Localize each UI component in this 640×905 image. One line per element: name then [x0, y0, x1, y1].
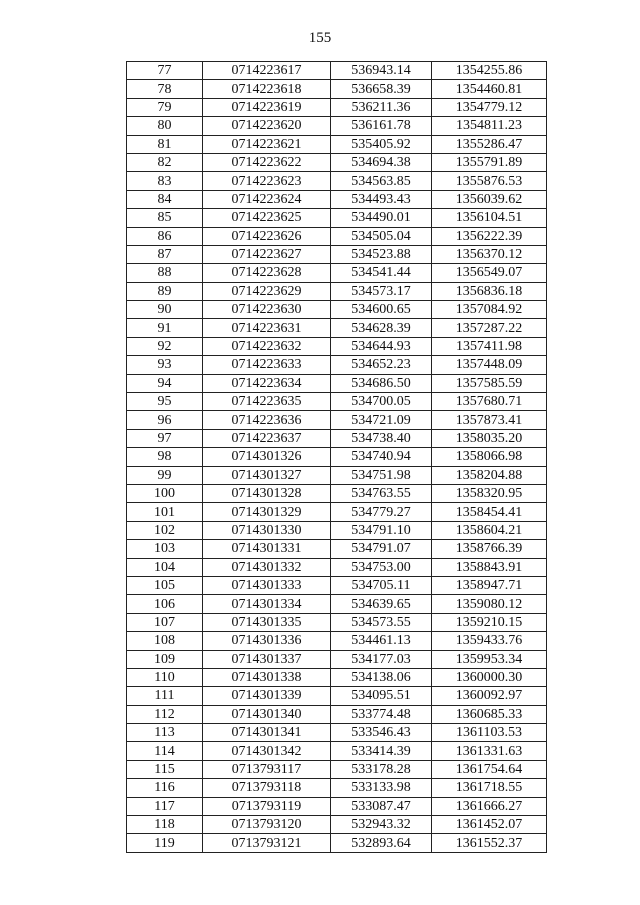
y-coordinate-cell: 1355286.47 — [432, 135, 547, 153]
row-index-cell: 83 — [127, 172, 203, 190]
table-row — [127, 264, 547, 282]
row-index-cell: 107 — [127, 613, 203, 631]
row-index-cell: 111 — [127, 687, 203, 705]
y-coordinate-cell: 1361452.07 — [432, 816, 547, 834]
y-coordinate-cell: 1361331.63 — [432, 742, 547, 760]
y-coordinate-cell: 1361718.55 — [432, 779, 547, 797]
x-coordinate-cell: 534738.40 — [331, 429, 432, 447]
row-index-cell: 96 — [127, 411, 203, 429]
y-coordinate-cell: 1356549.07 — [432, 264, 547, 282]
point-id-cell: 0714223627 — [203, 245, 331, 263]
x-coordinate-cell: 536161.78 — [331, 117, 432, 135]
point-id-cell: 0714301330 — [203, 521, 331, 539]
x-coordinate-cell: 534523.88 — [331, 245, 432, 263]
table-row — [127, 245, 547, 263]
point-id-cell: 0714301339 — [203, 687, 331, 705]
row-index-cell: 85 — [127, 209, 203, 227]
table-row — [127, 576, 547, 594]
x-coordinate-cell: 534639.65 — [331, 595, 432, 613]
y-coordinate-cell: 1357448.09 — [432, 356, 547, 374]
table-row — [127, 595, 547, 613]
y-coordinate-cell: 1360000.30 — [432, 668, 547, 686]
row-index-cell: 103 — [127, 540, 203, 558]
y-coordinate-cell: 1359210.15 — [432, 613, 547, 631]
table-row — [127, 153, 547, 171]
row-index-cell: 100 — [127, 484, 203, 502]
x-coordinate-cell: 534791.10 — [331, 521, 432, 539]
x-coordinate-cell: 533414.39 — [331, 742, 432, 760]
row-index-cell: 102 — [127, 521, 203, 539]
point-id-cell: 0714301331 — [203, 540, 331, 558]
row-index-cell: 92 — [127, 337, 203, 355]
row-index-cell: 97 — [127, 429, 203, 447]
table-row — [127, 117, 547, 135]
y-coordinate-cell: 1354255.86 — [432, 62, 547, 80]
row-index-cell: 94 — [127, 374, 203, 392]
y-coordinate-cell: 1361754.64 — [432, 760, 547, 778]
row-index-cell: 115 — [127, 760, 203, 778]
point-id-cell: 0714223628 — [203, 264, 331, 282]
y-coordinate-cell: 1354811.23 — [432, 117, 547, 135]
point-id-cell: 0714223632 — [203, 337, 331, 355]
y-coordinate-cell: 1355791.89 — [432, 153, 547, 171]
table-row — [127, 650, 547, 668]
point-id-cell: 0714223636 — [203, 411, 331, 429]
x-coordinate-cell: 534751.98 — [331, 466, 432, 484]
x-coordinate-cell: 534493.43 — [331, 190, 432, 208]
x-coordinate-cell: 534721.09 — [331, 411, 432, 429]
x-coordinate-cell: 534700.05 — [331, 393, 432, 411]
table-row — [127, 98, 547, 116]
x-coordinate-cell: 534490.01 — [331, 209, 432, 227]
row-index-cell: 106 — [127, 595, 203, 613]
row-index-cell: 108 — [127, 632, 203, 650]
x-coordinate-cell: 534573.17 — [331, 282, 432, 300]
point-id-cell: 0713793121 — [203, 834, 331, 852]
row-index-cell: 112 — [127, 705, 203, 723]
point-id-cell: 0714223637 — [203, 429, 331, 447]
y-coordinate-cell: 1358766.39 — [432, 540, 547, 558]
coordinate-table — [126, 61, 547, 853]
point-id-cell: 0713793120 — [203, 816, 331, 834]
y-coordinate-cell: 1357585.59 — [432, 374, 547, 392]
row-index-cell: 109 — [127, 650, 203, 668]
point-id-cell: 0714301340 — [203, 705, 331, 723]
row-index-cell: 93 — [127, 356, 203, 374]
y-coordinate-cell: 1358843.91 — [432, 558, 547, 576]
row-index-cell: 91 — [127, 319, 203, 337]
point-id-cell: 0714301328 — [203, 484, 331, 502]
y-coordinate-cell: 1358604.21 — [432, 521, 547, 539]
y-coordinate-cell: 1357411.98 — [432, 337, 547, 355]
point-id-cell: 0714223623 — [203, 172, 331, 190]
table-row — [127, 466, 547, 484]
y-coordinate-cell: 1358947.71 — [432, 576, 547, 594]
x-coordinate-cell: 534779.27 — [331, 503, 432, 521]
x-coordinate-cell: 533546.43 — [331, 724, 432, 742]
row-index-cell: 110 — [127, 668, 203, 686]
table-row — [127, 172, 547, 190]
point-id-cell: 0714301338 — [203, 668, 331, 686]
y-coordinate-cell: 1358204.88 — [432, 466, 547, 484]
x-coordinate-cell: 534600.65 — [331, 301, 432, 319]
table-row — [127, 613, 547, 631]
x-coordinate-cell: 536211.36 — [331, 98, 432, 116]
y-coordinate-cell: 1356836.18 — [432, 282, 547, 300]
point-id-cell: 0713793119 — [203, 797, 331, 815]
table-row — [127, 668, 547, 686]
row-index-cell: 105 — [127, 576, 203, 594]
y-coordinate-cell: 1361666.27 — [432, 797, 547, 815]
table-row — [127, 190, 547, 208]
table-row — [127, 816, 547, 834]
y-coordinate-cell: 1354460.81 — [432, 80, 547, 98]
x-coordinate-cell: 534177.03 — [331, 650, 432, 668]
table-row — [127, 797, 547, 815]
table-row — [127, 80, 547, 98]
table-row — [127, 705, 547, 723]
point-id-cell: 0714223629 — [203, 282, 331, 300]
table-row — [127, 429, 547, 447]
table-row — [127, 62, 547, 80]
point-id-cell: 0714223618 — [203, 80, 331, 98]
x-coordinate-cell: 533133.98 — [331, 779, 432, 797]
page-number: 155 — [308, 30, 332, 46]
y-coordinate-cell: 1359080.12 — [432, 595, 547, 613]
x-coordinate-cell: 534686.50 — [331, 374, 432, 392]
y-coordinate-cell: 1357680.71 — [432, 393, 547, 411]
table-row — [127, 356, 547, 374]
row-index-cell: 101 — [127, 503, 203, 521]
point-id-cell: 0714301337 — [203, 650, 331, 668]
x-coordinate-cell: 534628.39 — [331, 319, 432, 337]
table-row — [127, 521, 547, 539]
table-row — [127, 227, 547, 245]
table-row — [127, 448, 547, 466]
y-coordinate-cell: 1358035.20 — [432, 429, 547, 447]
row-index-cell: 95 — [127, 393, 203, 411]
x-coordinate-cell: 534705.11 — [331, 576, 432, 594]
x-coordinate-cell: 534095.51 — [331, 687, 432, 705]
point-id-cell: 0714301326 — [203, 448, 331, 466]
y-coordinate-cell: 1359953.34 — [432, 650, 547, 668]
x-coordinate-cell: 534138.06 — [331, 668, 432, 686]
x-coordinate-cell: 534753.00 — [331, 558, 432, 576]
x-coordinate-cell: 534563.85 — [331, 172, 432, 190]
x-coordinate-cell: 534541.44 — [331, 264, 432, 282]
table-row — [127, 374, 547, 392]
table-row — [127, 135, 547, 153]
y-coordinate-cell: 1357084.92 — [432, 301, 547, 319]
table-row — [127, 209, 547, 227]
y-coordinate-cell: 1359433.76 — [432, 632, 547, 650]
row-index-cell: 88 — [127, 264, 203, 282]
y-coordinate-cell: 1355876.53 — [432, 172, 547, 190]
row-index-cell: 118 — [127, 816, 203, 834]
row-index-cell: 116 — [127, 779, 203, 797]
table-row — [127, 558, 547, 576]
x-coordinate-cell: 536658.39 — [331, 80, 432, 98]
x-coordinate-cell: 534791.07 — [331, 540, 432, 558]
table-row — [127, 411, 547, 429]
row-index-cell: 89 — [127, 282, 203, 300]
x-coordinate-cell: 534573.55 — [331, 613, 432, 631]
point-id-cell: 0714301342 — [203, 742, 331, 760]
table-row — [127, 687, 547, 705]
point-id-cell: 0714223634 — [203, 374, 331, 392]
table-body — [127, 62, 547, 853]
row-index-cell: 81 — [127, 135, 203, 153]
row-index-cell: 119 — [127, 834, 203, 852]
point-id-cell: 0714223620 — [203, 117, 331, 135]
x-coordinate-cell: 534644.93 — [331, 337, 432, 355]
point-id-cell: 0714223617 — [203, 62, 331, 80]
table-row — [127, 393, 547, 411]
point-id-cell: 0714223631 — [203, 319, 331, 337]
y-coordinate-cell: 1357287.22 — [432, 319, 547, 337]
row-index-cell: 87 — [127, 245, 203, 263]
table-row — [127, 282, 547, 300]
x-coordinate-cell: 533087.47 — [331, 797, 432, 815]
table-row — [127, 337, 547, 355]
point-id-cell: 0714301327 — [203, 466, 331, 484]
x-coordinate-cell: 534694.38 — [331, 153, 432, 171]
y-coordinate-cell: 1357873.41 — [432, 411, 547, 429]
point-id-cell: 0714301334 — [203, 595, 331, 613]
point-id-cell: 0714301332 — [203, 558, 331, 576]
row-index-cell: 104 — [127, 558, 203, 576]
table-row — [127, 779, 547, 797]
x-coordinate-cell: 535405.92 — [331, 135, 432, 153]
point-id-cell: 0714301333 — [203, 576, 331, 594]
y-coordinate-cell: 1360092.97 — [432, 687, 547, 705]
y-coordinate-cell: 1356370.12 — [432, 245, 547, 263]
table-row — [127, 834, 547, 852]
point-id-cell: 0714223624 — [203, 190, 331, 208]
row-index-cell: 86 — [127, 227, 203, 245]
y-coordinate-cell: 1354779.12 — [432, 98, 547, 116]
point-id-cell: 0714223619 — [203, 98, 331, 116]
table-row — [127, 484, 547, 502]
point-id-cell: 0714301341 — [203, 724, 331, 742]
y-coordinate-cell: 1360685.33 — [432, 705, 547, 723]
table-row — [127, 540, 547, 558]
row-index-cell: 113 — [127, 724, 203, 742]
y-coordinate-cell: 1356222.39 — [432, 227, 547, 245]
row-index-cell: 90 — [127, 301, 203, 319]
x-coordinate-cell: 533178.28 — [331, 760, 432, 778]
row-index-cell: 117 — [127, 797, 203, 815]
point-id-cell: 0714223621 — [203, 135, 331, 153]
table-row — [127, 301, 547, 319]
x-coordinate-cell: 534763.55 — [331, 484, 432, 502]
y-coordinate-cell: 1358320.95 — [432, 484, 547, 502]
table-row — [127, 760, 547, 778]
y-coordinate-cell: 1361103.53 — [432, 724, 547, 742]
table-row — [127, 632, 547, 650]
table-row — [127, 319, 547, 337]
x-coordinate-cell: 534740.94 — [331, 448, 432, 466]
point-id-cell: 0714223630 — [203, 301, 331, 319]
row-index-cell: 79 — [127, 98, 203, 116]
point-id-cell: 0714223625 — [203, 209, 331, 227]
table-row — [127, 742, 547, 760]
x-coordinate-cell: 534652.23 — [331, 356, 432, 374]
row-index-cell: 99 — [127, 466, 203, 484]
x-coordinate-cell: 534505.04 — [331, 227, 432, 245]
row-index-cell: 80 — [127, 117, 203, 135]
row-index-cell: 98 — [127, 448, 203, 466]
point-id-cell: 0714223633 — [203, 356, 331, 374]
point-id-cell: 0714301336 — [203, 632, 331, 650]
table-row — [127, 503, 547, 521]
y-coordinate-cell: 1358454.41 — [432, 503, 547, 521]
point-id-cell: 0714223635 — [203, 393, 331, 411]
y-coordinate-cell: 1356039.62 — [432, 190, 547, 208]
point-id-cell: 0714223626 — [203, 227, 331, 245]
y-coordinate-cell: 1356104.51 — [432, 209, 547, 227]
x-coordinate-cell: 533774.48 — [331, 705, 432, 723]
row-index-cell: 84 — [127, 190, 203, 208]
point-id-cell: 0713793117 — [203, 760, 331, 778]
point-id-cell: 0714223622 — [203, 153, 331, 171]
table-row — [127, 724, 547, 742]
point-id-cell: 0713793118 — [203, 779, 331, 797]
row-index-cell: 114 — [127, 742, 203, 760]
row-index-cell: 78 — [127, 80, 203, 98]
x-coordinate-cell: 534461.13 — [331, 632, 432, 650]
row-index-cell: 77 — [127, 62, 203, 80]
x-coordinate-cell: 532893.64 — [331, 834, 432, 852]
y-coordinate-cell: 1361552.37 — [432, 834, 547, 852]
row-index-cell: 82 — [127, 153, 203, 171]
x-coordinate-cell: 536943.14 — [331, 62, 432, 80]
x-coordinate-cell: 532943.32 — [331, 816, 432, 834]
point-id-cell: 0714301335 — [203, 613, 331, 631]
y-coordinate-cell: 1358066.98 — [432, 448, 547, 466]
point-id-cell: 0714301329 — [203, 503, 331, 521]
